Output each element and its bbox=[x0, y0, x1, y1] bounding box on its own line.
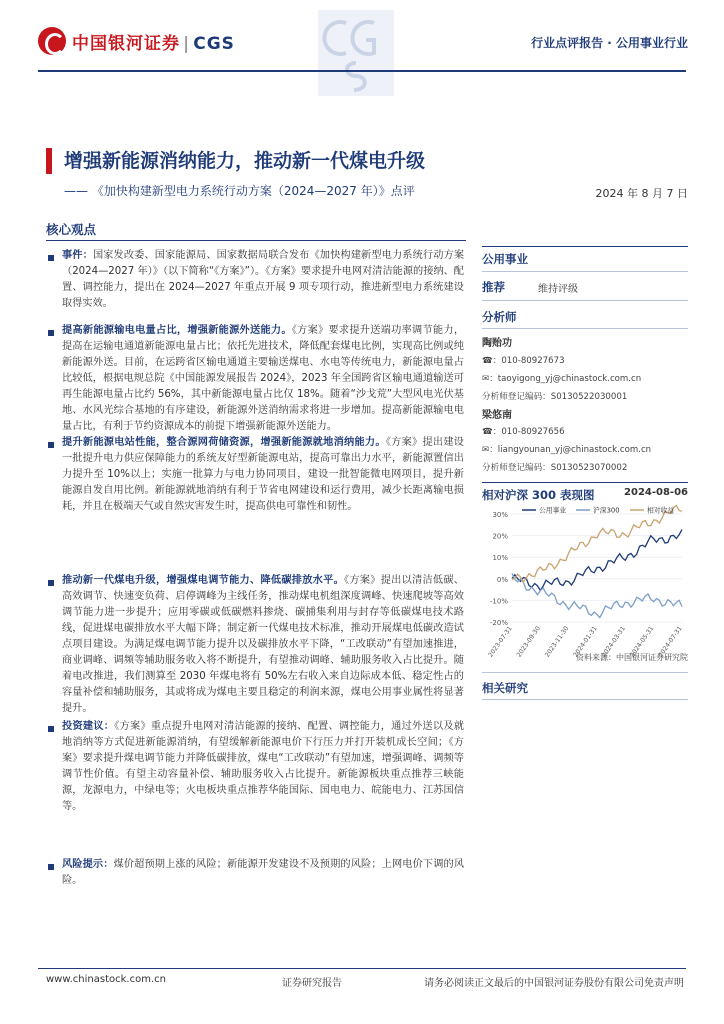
phone-icon: ☎： bbox=[482, 356, 502, 366]
chart-xtick-label: 2024-07-31 bbox=[657, 625, 684, 659]
chart-date: 2024-08-06 bbox=[624, 487, 688, 498]
company-logo: 中国银河证券 | CGS bbox=[38, 26, 235, 56]
analyst-cert: 分析师登记编码：S0130523070002 bbox=[482, 463, 628, 473]
core-item-investment: 投资建议：《方案》重点提升电网对清洁能源的接纳、配置、调控能力，通过外送以及就地消纳等方式促进新能源消纳，有望缓解新能源电价下行压力并打开装机成长空间；《方案》要求提升煤电调节能力并降低碳排放，煤电“工改联动”有望加速，增强调峰、调频等调节性价值。有望主动容量补偿、辅助服务收入占比提升。新能源板块重点推荐三峡能源，龙源电力，中绿电等；火电板块重点推荐华能国际、国电电力、皖能电力、江苏国信等。 bbox=[62, 721, 464, 812]
analyst-email: ✉：taoyigong_yj@chinastock.com.cn bbox=[482, 374, 642, 384]
email-icon: ✉： bbox=[482, 445, 498, 455]
sidebar-top-divider bbox=[482, 246, 688, 247]
core-item-risk: 风险提示：煤价超预期上涨的风险；新能源开发建设不及预期的风险；上网电价下调的风险。 bbox=[62, 859, 465, 886]
core-heading: 核心观点 bbox=[46, 222, 97, 237]
bullet-icon bbox=[48, 255, 54, 261]
chart-series-line bbox=[512, 574, 682, 618]
chart-ytick-label: 30% bbox=[492, 511, 508, 519]
bullet-icon bbox=[48, 330, 54, 336]
footer-site[interactable]: www.chinastock.com.cn bbox=[46, 974, 166, 985]
chart-legend-label: 公用事业 bbox=[539, 506, 567, 515]
email-icon: ✉： bbox=[482, 374, 498, 384]
report-subtitle: —— 《加快构建新型电力系统行动方案（2024—2027 年）》点评 bbox=[64, 184, 415, 198]
analyst-heading: 分析师 bbox=[482, 310, 517, 324]
report-title: 增强新能源消纳能力，推动新一代煤电升级 bbox=[64, 150, 426, 172]
chart-xtick-label: 2024-03-31 bbox=[600, 625, 627, 659]
chart-ytick-label: 0% bbox=[496, 575, 508, 584]
footer-divider bbox=[38, 968, 686, 969]
rating-label: 推荐 bbox=[482, 280, 505, 294]
header-divider bbox=[38, 70, 686, 72]
core-item-event: 事件：国家发改委、国家能源局、国家数据局联合发布《加快构建新型电力系统行动方案（2024—2027 年）》（以下简称“《方案》”）。《方案》要求提升电网对清洁能源的接纳、配置、调控能力，提出在 2024—2027 年重点开展 9 项专项行动，推进新型电力系统建设取得实效。 bbox=[62, 250, 465, 309]
title-accent bbox=[46, 148, 52, 174]
report-date: 2024 年 8 月 7 日 bbox=[595, 187, 688, 200]
chart-xtick-label: 2024-05-31 bbox=[628, 625, 656, 659]
chart-ytick-label: -20% bbox=[489, 619, 508, 627]
relative-performance-chart bbox=[482, 504, 688, 664]
rating-row bbox=[482, 279, 688, 295]
core-item-coal-upgrade: 推动新一代煤电升级，增强煤电调节能力、降低碳排放水平。《方案》提出以清洁低碳、高效调节、快速变负荷、启停调峰为主线任务，推动煤电机组深度调峰、快速爬坡等高效调节能力进一步提升；应用零碳或低碳燃料掺烧、碳捕集利用与封存等低碳煤电技术路线，促进煤电碳排放水平大幅下降；制定新一代煤电技术标准，推动开展煤电低碳改造试点项目建设。为满足煤电调节能力提升以及碳排放水平下降，“工改联动”有望加速推进，商业调峰、调频等辅助服务收入将不断提升，有望推动调峰、辅助服务收入占比提升。随着电改推进，我们测算至 2030 年煤电将有 50%左右收入来自边际成本低、稳定性占的容量补偿和辅助服务，其或将成为煤电主要且稳定的利润来源，煤电公用事业属性将显著提升。 bbox=[62, 575, 464, 714]
footer-center: 证券研究报告 bbox=[282, 978, 342, 989]
core-item-transmission: 提高新能源输电电量占比，增强新能源外送能力。《方案》要求提升送端功率调节能力，提高在运输电通道新能源电量占比；依托先进技术，降低配套煤电比例，实现高比例或纯新能源外送。目前，在运跨省区输电通道主要输送煤电、水电等传统电力，新能源电量占比较低，根据电规总院《中国能源发展报告 2024》，2023 年全国跨省区输电通道输送可再生能源电量占比约 56%，其中新能源电量占比仅 18%。随着“沙戈荒”大型风电光伏基地、水风光综合基地的有序建设，新能源外送消纳需求将进一步增加。提高新能源输电电量占比，有利于节约资源成本的前提下增强新能源外送能力。 bbox=[62, 325, 465, 432]
chart-heading: 相对沪深 300 表现图 bbox=[482, 488, 595, 502]
bullet-icon bbox=[48, 864, 54, 870]
chart-xtick-label: 2023-09-30 bbox=[515, 625, 542, 659]
galaxy-logo-icon bbox=[38, 27, 66, 55]
rating-value: 维持评级 bbox=[538, 284, 578, 295]
core-item-local-consumption: 提升新能源电站性能，整合源网荷储资源，增强新能源就地消纳能力。《方案》提出建设一批提升电力供应保障能力的系统友好型新能源电站，提高可靠出力水平，新能源置信出力提升至 10%以上；实施一批算力与电力协同项目，建设一批智能微电网项目，提升新能源自发自用比例。新能源就地消纳有利于节省电网建设和运行费用，减少长距离输电损耗，并且在极端天气或自然灾害发生时，提高供电可靠性和韧性。 bbox=[62, 437, 464, 512]
chart-bottom-divider bbox=[482, 672, 688, 673]
rating-divider bbox=[482, 300, 688, 301]
chart-legend-label: 沪深300 bbox=[593, 506, 620, 515]
logo-en-text: CGS bbox=[193, 33, 235, 54]
chart-xtick-label: 2024-01-31 bbox=[572, 625, 599, 659]
bullet-icon bbox=[48, 442, 54, 448]
chart-series-line bbox=[512, 530, 682, 591]
core-divider bbox=[46, 240, 466, 241]
analyst-email: ✉：liangyounan_yj@chinastock.com.cn bbox=[482, 445, 652, 455]
related-divider bbox=[482, 699, 688, 700]
bullet-icon bbox=[48, 726, 54, 732]
analyst-name: 梁悠南 bbox=[482, 410, 512, 421]
chart-ytick-label: -10% bbox=[489, 597, 508, 606]
industry-heading: 公用事业 bbox=[482, 252, 528, 266]
phone-icon: ☎： bbox=[482, 427, 502, 437]
related-heading: 相关研究 bbox=[482, 681, 528, 695]
analyst-phone: ☎：010-80927673 bbox=[482, 356, 565, 366]
logo-cn-text: 中国银河证券 bbox=[72, 33, 180, 54]
analyst-cert: 分析师登记编码：S0130522030001 bbox=[482, 392, 628, 402]
chart-top-divider bbox=[482, 482, 688, 483]
chart-xtick-label: 2023-07-31 bbox=[487, 625, 514, 659]
chart-legend-label: 相对收益 bbox=[647, 506, 675, 515]
chart-ytick-label: 10% bbox=[492, 554, 508, 563]
analyst-phone: ☎：010-80927656 bbox=[482, 427, 565, 437]
report-type: 行业点评报告 · 公用事业行业 bbox=[531, 36, 688, 50]
chart-source: 资料来源：中国银河证券研究院 bbox=[576, 653, 688, 662]
bullet-icon bbox=[48, 580, 54, 586]
footer-disclaimer: 请务必阅读正文最后的中国银河证券股份有限公司免责声明 bbox=[424, 978, 684, 989]
chart-xtick-label: 2023-11-30 bbox=[543, 625, 571, 659]
chart-ytick-label: 20% bbox=[492, 532, 508, 541]
analyst-name: 陶贻功 bbox=[482, 338, 512, 349]
analyst-divider bbox=[482, 328, 688, 329]
industry-divider bbox=[482, 271, 688, 272]
cgs-watermark bbox=[316, 8, 396, 98]
chart-series-line bbox=[512, 506, 682, 582]
chart-header bbox=[482, 487, 688, 503]
